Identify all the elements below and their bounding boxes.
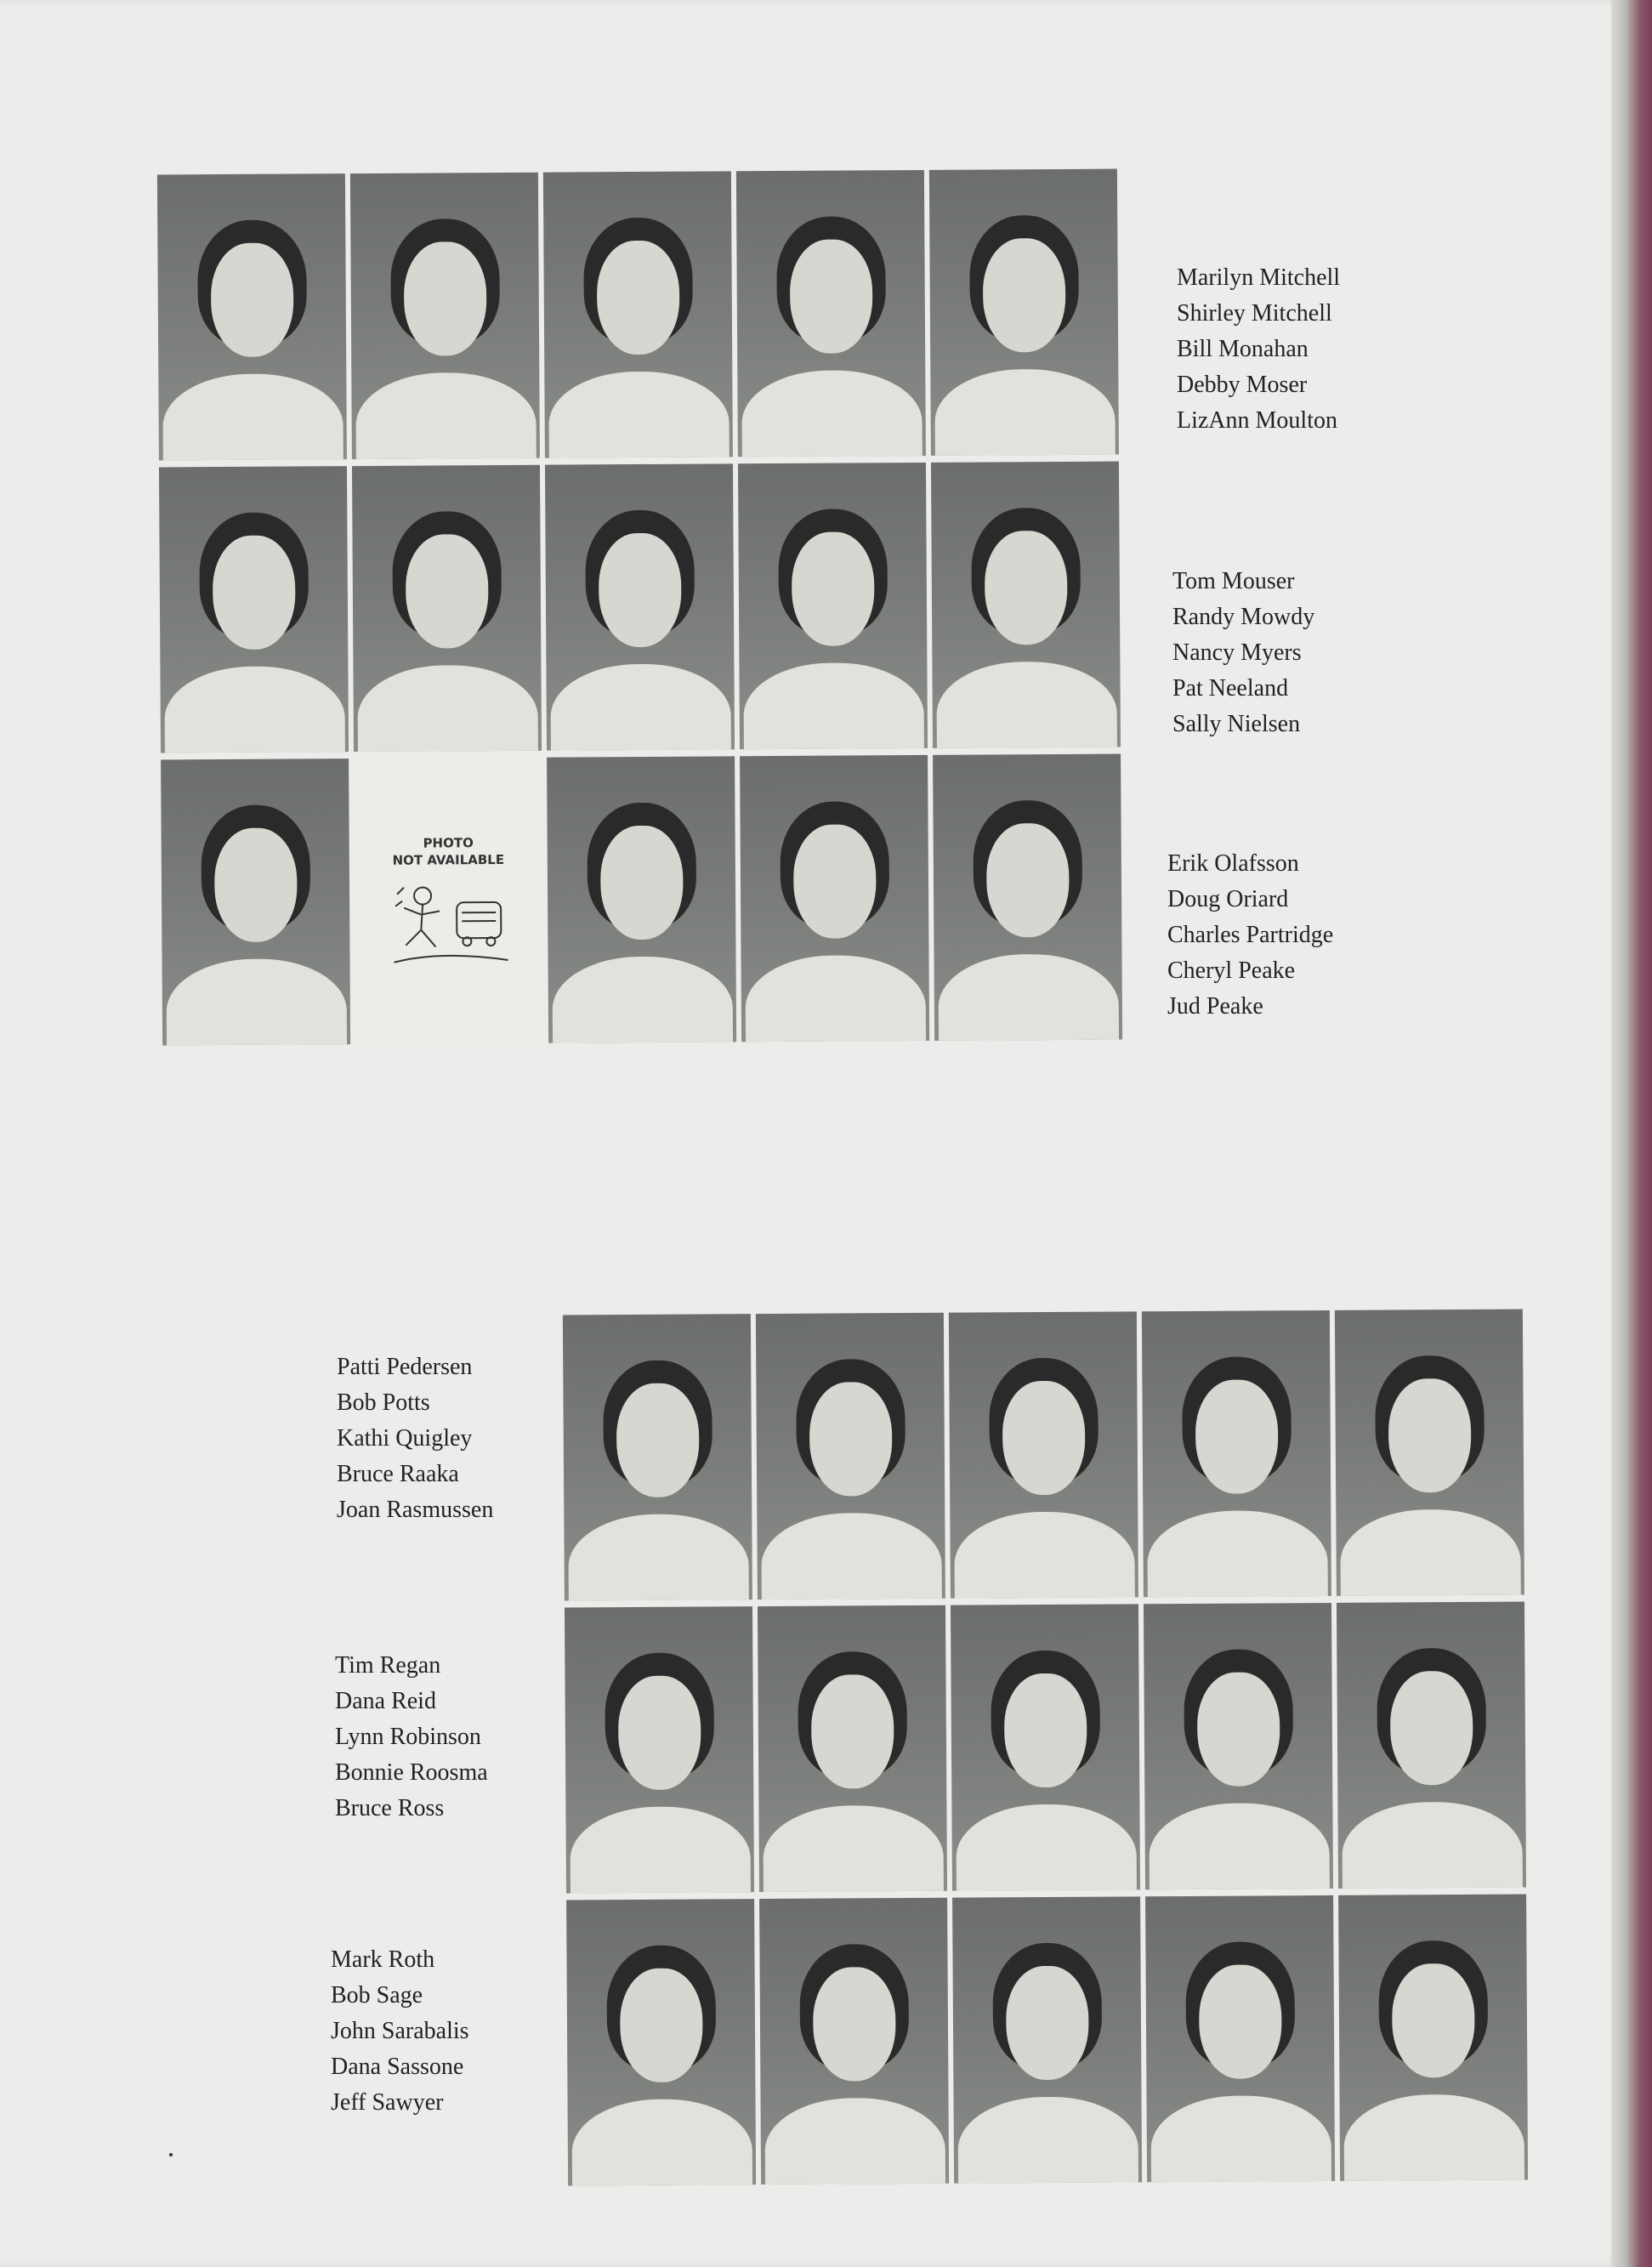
student-name: Lynn Robinson: [335, 1724, 481, 1750]
name-list: [331, 1942, 469, 2121]
portrait-photo: [1335, 1310, 1524, 1596]
name-list: [1172, 564, 1314, 742]
portrait-photo: [563, 1314, 752, 1600]
student-name: Debby Moser: [1177, 372, 1308, 398]
name-list: [1177, 260, 1340, 439]
portrait-photo: [740, 755, 929, 1042]
name-list: [337, 1349, 493, 1528]
portrait-photo: [565, 1606, 754, 1893]
portrait-photo: [949, 1311, 1138, 1598]
portrait-photo: [159, 466, 349, 753]
page-edge: [1611, 0, 1652, 2267]
student-name: Bill Monahan: [1177, 336, 1309, 362]
portrait-photo: [759, 1898, 949, 2185]
student-name: Cheryl Peake: [1167, 957, 1296, 984]
name-list: [1167, 846, 1333, 1025]
student-name: Tim Regan: [335, 1652, 441, 1679]
student-name: Patti Pedersen: [337, 1354, 473, 1380]
portrait-photo: [1338, 1895, 1528, 2181]
stray-print-mark: [169, 2153, 173, 2156]
student-name: Dana Sassone: [331, 2054, 464, 2080]
student-name: Doug Oriard: [1167, 886, 1289, 912]
portrait-photo: [736, 170, 926, 457]
portrait-photo: [933, 754, 1122, 1041]
cartoon-sketch-icon: [389, 877, 517, 980]
photo-grid-bottom: [563, 1310, 1528, 2186]
student-name: Dana Reid: [335, 1688, 436, 1714]
portrait-photo: [738, 463, 928, 749]
portrait-photo: [350, 173, 540, 459]
student-name: Marilyn Mitchell: [1177, 264, 1341, 291]
portrait-photo: [566, 1899, 756, 2185]
student-name: Bob Sage: [331, 1982, 423, 2008]
student-name: Jeff Sawyer: [331, 2089, 444, 2116]
student-name: Bob Potts: [337, 1389, 430, 1416]
student-name: Charles Partridge: [1167, 922, 1334, 948]
student-name: Jud Peake: [1167, 993, 1263, 1020]
student-name: Randy Mowdy: [1172, 604, 1315, 630]
portrait-photo: [952, 1896, 1142, 2183]
portrait-photo: [543, 171, 733, 457]
student-name: Tom Mouser: [1172, 568, 1295, 594]
portrait-photo: [1145, 1895, 1335, 2182]
name-list: [335, 1648, 488, 1827]
portrait-photo: [929, 169, 1119, 456]
student-name: Pat Neeland: [1172, 675, 1289, 702]
photo-not-available-text: PHOTO NOT AVAILABLE: [392, 835, 505, 868]
student-name: Bruce Raaka: [337, 1461, 459, 1487]
student-name: LizAnn Moulton: [1177, 407, 1337, 434]
portrait-photo: [545, 463, 735, 750]
student-name: Nancy Myers: [1172, 639, 1302, 666]
portrait-photo: [157, 173, 347, 460]
student-name: Bonnie Roosma: [335, 1759, 488, 1786]
portrait-photo: [756, 1313, 945, 1599]
photo-grid-top: [157, 169, 1122, 1046]
portrait-photo: [1144, 1603, 1333, 1889]
portrait-photo: [931, 462, 1121, 748]
portrait-photo: [161, 759, 350, 1045]
student-name: Sally Nielsen: [1172, 711, 1301, 737]
student-name: Bruce Ross: [335, 1795, 445, 1821]
portrait-photo: [1142, 1310, 1331, 1597]
portrait-photo: [352, 465, 542, 752]
portrait-photo: [547, 756, 736, 1043]
photo-not-available-placeholder: [354, 758, 543, 1044]
student-name: Kathi Quigley: [337, 1425, 473, 1452]
student-name: Shirley Mitchell: [1177, 300, 1332, 327]
student-name: John Sarabalis: [331, 2018, 469, 2044]
student-name: Mark Roth: [331, 1946, 435, 1973]
portrait-photo: [951, 1604, 1140, 1890]
portrait-photo: [1337, 1602, 1526, 1889]
student-name: Joan Rasmussen: [337, 1497, 494, 1523]
portrait-photo: [758, 1605, 947, 1892]
student-name: Erik Olafsson: [1167, 850, 1299, 877]
